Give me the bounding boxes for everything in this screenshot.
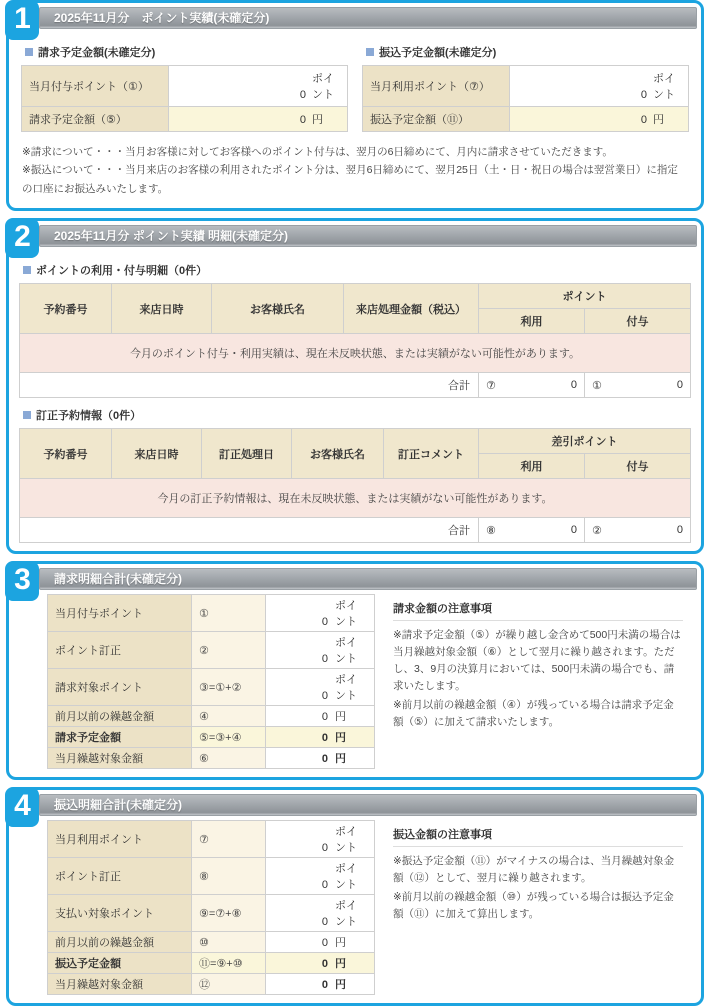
section-4-badge: 4 — [5, 787, 39, 827]
section-1-notes — [22, 143, 688, 198]
row-mark: ⑫ — [192, 974, 266, 995]
section-1-title: 2025年11月分 ポイント実績(未確定分) — [39, 7, 697, 29]
row-value: 0ポイント — [266, 632, 375, 669]
col-customer-name: お客様氏名 — [292, 429, 384, 479]
billing-summary-table — [47, 594, 375, 769]
note-paragraph: ※請求予定金額（⑤）が繰り越し金含めて500円未満の場合は当月繰越対象金額（⑥）として翌月に繰り越されます。ただし、3、9月の決算月においては、500円未満の場合でも、請求いたします。 — [393, 629, 681, 693]
transfer-estimate-heading: 振込予定金額(未確定分) — [366, 44, 689, 60]
section-2-title: 2025年11月分 ポイント実績 明細(未確定分) — [39, 225, 697, 247]
total-used: ⑧ 0 — [479, 518, 585, 543]
total-label: 合計 — [384, 518, 479, 543]
table-total-row — [20, 373, 691, 398]
col-reservation-no: 予約番号 — [20, 284, 112, 334]
point-usage-table — [19, 283, 691, 398]
row-label: 当月利用ポイント（⑦） — [363, 66, 510, 107]
row-mark: ③=①+② — [192, 669, 266, 706]
section-4-title: 振込明細合計(未確定分) — [39, 794, 697, 816]
correction-detail-heading: 訂正予約情報（0件） — [23, 407, 691, 423]
billing-estimate-table — [21, 65, 348, 132]
table-row — [48, 932, 375, 953]
row-mark: ② — [192, 632, 266, 669]
total-spacer — [20, 373, 344, 398]
note-paragraph: ※前月以前の繰越金額（⑩）が残っている場合は振込予定金額（⑪）に加えて算出します。 — [393, 891, 674, 921]
row-value: 0 円 — [509, 107, 688, 132]
empty-message: 今月のポイント付与・利用実績は、現在未反映状態、または実績がない可能性があります。 — [20, 334, 691, 373]
row-value: 0ポイント — [266, 669, 375, 706]
section-2-panel — [6, 218, 704, 554]
billing-note-body — [393, 627, 683, 731]
row-value: 0ポイント — [266, 595, 375, 632]
row-value: 0ポイント — [266, 821, 375, 858]
section-4-panel — [6, 787, 704, 1006]
total-granted: ① 0 — [585, 373, 691, 398]
table-empty-row — [20, 334, 691, 373]
table-header-row — [20, 429, 691, 454]
row-label: 振込予定金額（⑪） — [363, 107, 510, 132]
col-customer-name: お客様氏名 — [212, 284, 344, 334]
row-value: 0 円 — [266, 974, 375, 995]
total-label: 合計 — [344, 373, 479, 398]
section-3-panel — [6, 561, 704, 780]
bullet-square-icon — [25, 48, 33, 56]
row-mark: ⑧ — [192, 858, 266, 895]
row-label: 請求対象ポイント — [48, 669, 192, 706]
table-row — [48, 595, 375, 632]
row-mark: ④ — [192, 706, 266, 727]
transfer-summary-block — [47, 820, 375, 995]
transfer-summary-table — [47, 820, 375, 995]
note-billing: ※請求について・・・当月お客様に対してお客様へのポイント付与は、翌月の6日締めにて、月内に請求させていただきます。 — [22, 146, 613, 158]
billing-summary-block — [47, 594, 375, 769]
row-value: 0 円 — [266, 727, 375, 748]
table-row-highlight — [48, 953, 375, 974]
col-reservation-no: 予約番号 — [20, 429, 112, 479]
bullet-square-icon — [23, 266, 31, 274]
section-3-badge: 3 — [5, 561, 39, 601]
row-mark: ⑩ — [192, 932, 266, 953]
table-row — [48, 669, 375, 706]
row-mark: ⑤=③+④ — [192, 727, 266, 748]
col-correction-date: 訂正処理日 — [202, 429, 292, 479]
table-empty-row — [20, 479, 691, 518]
col-points-granted: 付与 — [585, 309, 691, 334]
col-points-used: 利用 — [479, 309, 585, 334]
table-row — [363, 107, 689, 132]
correction-reservation-table — [19, 428, 691, 543]
section-2-badge: 2 — [5, 218, 39, 258]
row-value: 0 円 — [266, 932, 375, 953]
table-header-row — [20, 284, 691, 309]
transfer-note-block — [375, 820, 689, 995]
col-visit-datetime: 来店日時 — [112, 429, 202, 479]
table-row — [363, 66, 689, 107]
billing-note-title: 請求金額の注意事項 — [393, 600, 683, 621]
total-spacer — [20, 518, 384, 543]
col-group-points: ポイント — [479, 284, 691, 309]
note-transfer: ※振込について・・・当月来店のお客様の利用されたポイント分は、翌月6日締めにて、翌月25日（土・日・祝日の場合は翌営業日）に指定の口座にお振込みいたします。 — [22, 164, 678, 195]
table-row — [22, 66, 348, 107]
row-value: 0ポイント — [168, 66, 347, 107]
table-row — [48, 974, 375, 995]
bullet-square-icon — [23, 411, 31, 419]
col-group-diff-points: 差引ポイント — [479, 429, 691, 454]
row-mark: ⑨=⑦+⑧ — [192, 895, 266, 932]
row-mark: ① — [192, 595, 266, 632]
table-total-row — [20, 518, 691, 543]
table-row — [48, 858, 375, 895]
section-1-badge: 1 — [5, 0, 39, 40]
row-value: 0ポイント — [266, 858, 375, 895]
row-label: 当月繰越対象金額 — [48, 974, 192, 995]
row-mark: ⑥ — [192, 748, 266, 769]
point-detail-heading: ポイントの利用・付与明細（0件） — [23, 262, 691, 278]
row-label: 前月以前の繰越金額 — [48, 706, 192, 727]
col-visit-datetime: 来店日時 — [112, 284, 212, 334]
transfer-note-body — [393, 853, 683, 923]
col-correction-comment: 訂正コメント — [384, 429, 479, 479]
transfer-estimate-table — [362, 65, 689, 132]
total-granted: ② 0 — [585, 518, 691, 543]
table-row-highlight — [48, 727, 375, 748]
billing-note-block — [375, 594, 689, 769]
row-label: 当月利用ポイント — [48, 821, 192, 858]
section-3-title: 請求明細合計(未確定分) — [39, 568, 697, 590]
row-value: 0 円 — [266, 706, 375, 727]
row-label: ポイント訂正 — [48, 858, 192, 895]
empty-message: 今月の訂正予約情報は、現在未反映状態、または実績がない可能性があります。 — [20, 479, 691, 518]
transfer-note-title: 振込金額の注意事項 — [393, 826, 683, 847]
row-label: 支払い対象ポイント — [48, 895, 192, 932]
col-visit-amount: 来店処理金額（税込） — [344, 284, 479, 334]
row-label: 前月以前の繰越金額 — [48, 932, 192, 953]
row-label: 請求予定金額 — [48, 727, 192, 748]
note-paragraph: ※振込予定金額（⑪）がマイナスの場合は、当月繰越対象金額（⑫）として、翌月に繰り越されます。 — [393, 855, 675, 885]
row-label: 当月繰越対象金額 — [48, 748, 192, 769]
row-label: 振込予定金額 — [48, 953, 192, 974]
row-value: 0 円 — [168, 107, 347, 132]
section-1-panel — [6, 0, 704, 211]
row-value: 0 円 — [266, 748, 375, 769]
col-points-granted: 付与 — [585, 454, 691, 479]
row-mark: ⑪=⑨+⑩ — [192, 953, 266, 974]
transfer-estimate-block — [362, 35, 689, 132]
row-mark: ⑦ — [192, 821, 266, 858]
row-label: 当月付与ポイント — [48, 595, 192, 632]
billing-estimate-heading: 請求予定金額(未確定分) — [25, 44, 348, 60]
table-row — [48, 748, 375, 769]
row-label: 当月付与ポイント（①） — [22, 66, 169, 107]
table-row — [48, 706, 375, 727]
row-value: 0ポイント — [509, 66, 688, 107]
row-label: ポイント訂正 — [48, 632, 192, 669]
row-value: 0 円 — [266, 953, 375, 974]
table-row — [48, 632, 375, 669]
note-paragraph: ※前月以前の繰越金額（④）が残っている場合は請求予定金額（⑤）に加えて請求いたします。 — [393, 699, 674, 729]
total-used: ⑦ 0 — [479, 373, 585, 398]
table-row — [48, 821, 375, 858]
table-row — [48, 895, 375, 932]
table-row — [22, 107, 348, 132]
col-points-used: 利用 — [479, 454, 585, 479]
row-label: 請求予定金額（⑤） — [22, 107, 169, 132]
bullet-square-icon — [366, 48, 374, 56]
billing-estimate-block — [21, 35, 348, 132]
row-value: 0ポイント — [266, 895, 375, 932]
